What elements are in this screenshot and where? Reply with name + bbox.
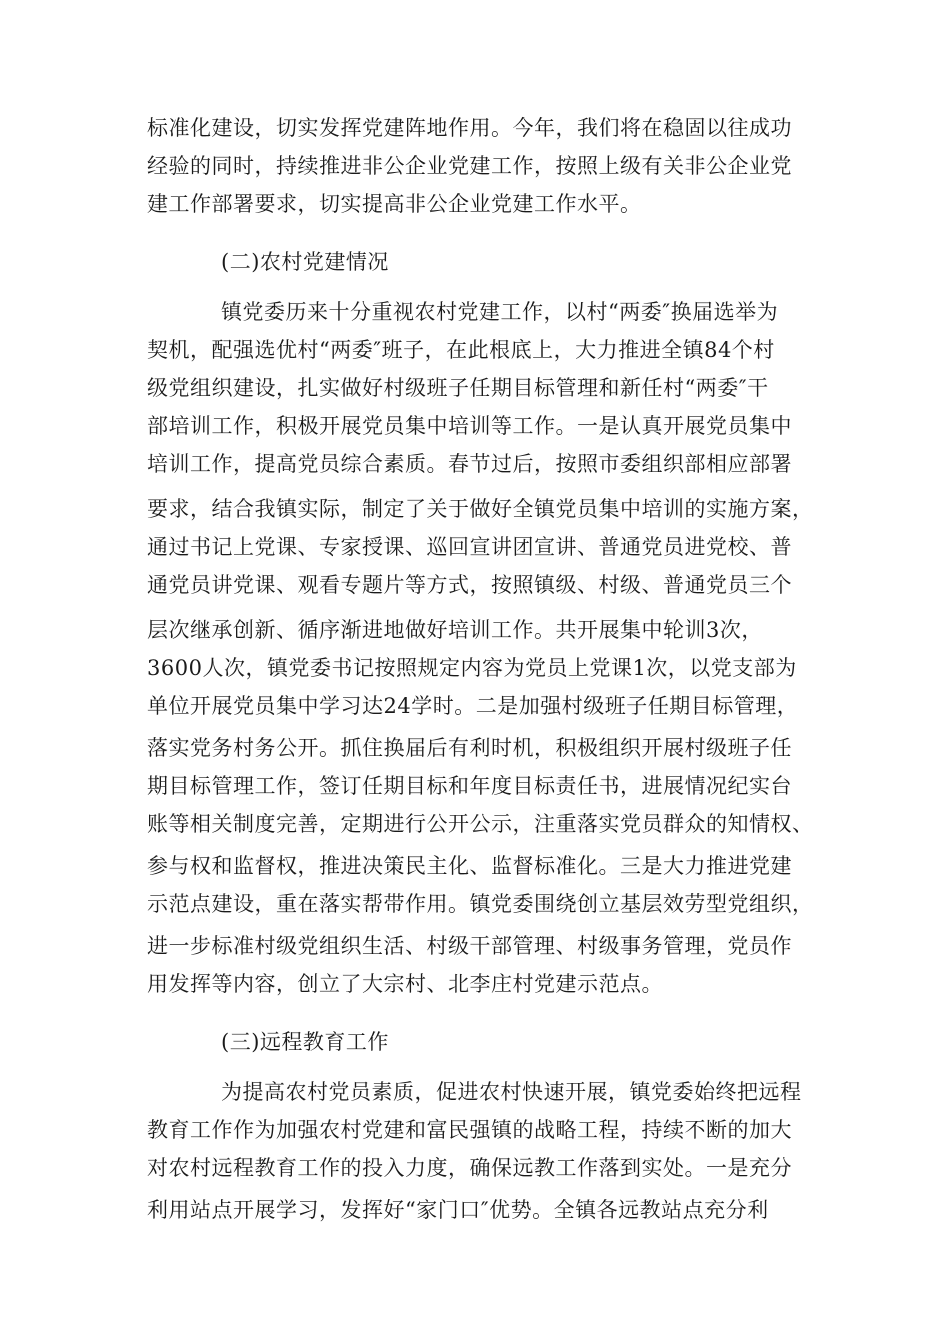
paragraph-line: 级党组织建设，扎实做好村级班子任期目标管理和新任村“两委″干 (147, 376, 769, 400)
paragraph-line: 用发挥等内容，创立了大宗村、北李庄村党建示范点。 (147, 972, 663, 996)
paragraph-line: 教育工作作为加强农村党建和富民强镇的战略工程，持续不断的加大 (147, 1118, 792, 1142)
paragraph-line: 进一步标准村级党组织生活、村级干部管理、村级事务管理，党员作 (147, 934, 792, 958)
paragraph-line: 落实党务村务公开。抓住换届后有利时机，积极组织开展村级班子任 (147, 736, 792, 760)
paragraph-line: 为提高农村党员素质，促进农村快速开展，镇党委始终把远程 (221, 1080, 802, 1104)
section-heading-remote-education: (三)远程教育工作 (221, 1030, 389, 1054)
paragraph-line: 通党员讲党课、观看专题片等方式，按照镇级、村级、普通党员三个 (147, 573, 792, 597)
paragraph-line: 账等相关制度完善，定期进行公开公示，注重落实党员群众的知情权、 (147, 812, 814, 836)
paragraph-line: 标准化建设，切实发挥党建阵地作用。今年，我们将在稳固以往成功 (147, 116, 792, 140)
paragraph-line: 经验的同时，持续推进非公企业党建工作，按照上级有关非公企业党 (147, 154, 792, 178)
paragraph-line: 层次继承创新、循序渐进地做好培训工作。共开展集中轮训3次， (147, 618, 763, 642)
paragraph-line: 期目标管理工作，签订任期目标和年度目标责任书，进展情况纪实台 (147, 774, 792, 798)
paragraph-line: 3600人次，镇党委书记按照规定内容为党员上党课1次，以党支部为 (147, 656, 797, 680)
paragraph-line: 要求，结合我镇实际，制定了关于做好全镇党员集中培训的实施方案， (147, 497, 814, 521)
paragraph-line: 部培训工作，积极开展党员集中培训等工作。一是认真开展党员集中 (147, 414, 792, 438)
paragraph-line: 镇党委历来十分重视农村党建工作，以村“两委″换届选举为 (221, 300, 779, 324)
paragraph-line: 对农村远程教育工作的投入力度，确保远教工作落到实处。一是充分 (147, 1156, 792, 1180)
paragraph-line: 利用站点开展学习，发挥好“家门口″优势。全镇各远教站点充分利 (147, 1198, 769, 1222)
paragraph-line: 通过书记上党课、专家授课、巡回宣讲团宣讲、普通党员进党校、普 (147, 535, 792, 559)
paragraph-line: 契机，配强选优村“两委″班子，在此根底上，大力推进全镇84个村 (147, 338, 775, 362)
paragraph-line: 参与权和监督权，推进决策民主化、监督标准化。三是大力推进党建 (147, 854, 792, 878)
paragraph-line: 单位开展党员集中学习达24学时。二是加强村级班子任期目标管理， (147, 694, 799, 718)
paragraph-line: 培训工作，提高党员综合素质。春节过后，按照市委组织部相应部署 (147, 452, 792, 476)
paragraph-line: 建工作部署要求，切实提高非公企业党建工作水平。 (147, 192, 642, 216)
section-heading-rural-party-building: (二)农村党建情况 (221, 250, 389, 274)
paragraph-line: 示范点建设，重在落实帮带作用。镇党委围绕创立基层效劳型党组织， (147, 892, 814, 916)
